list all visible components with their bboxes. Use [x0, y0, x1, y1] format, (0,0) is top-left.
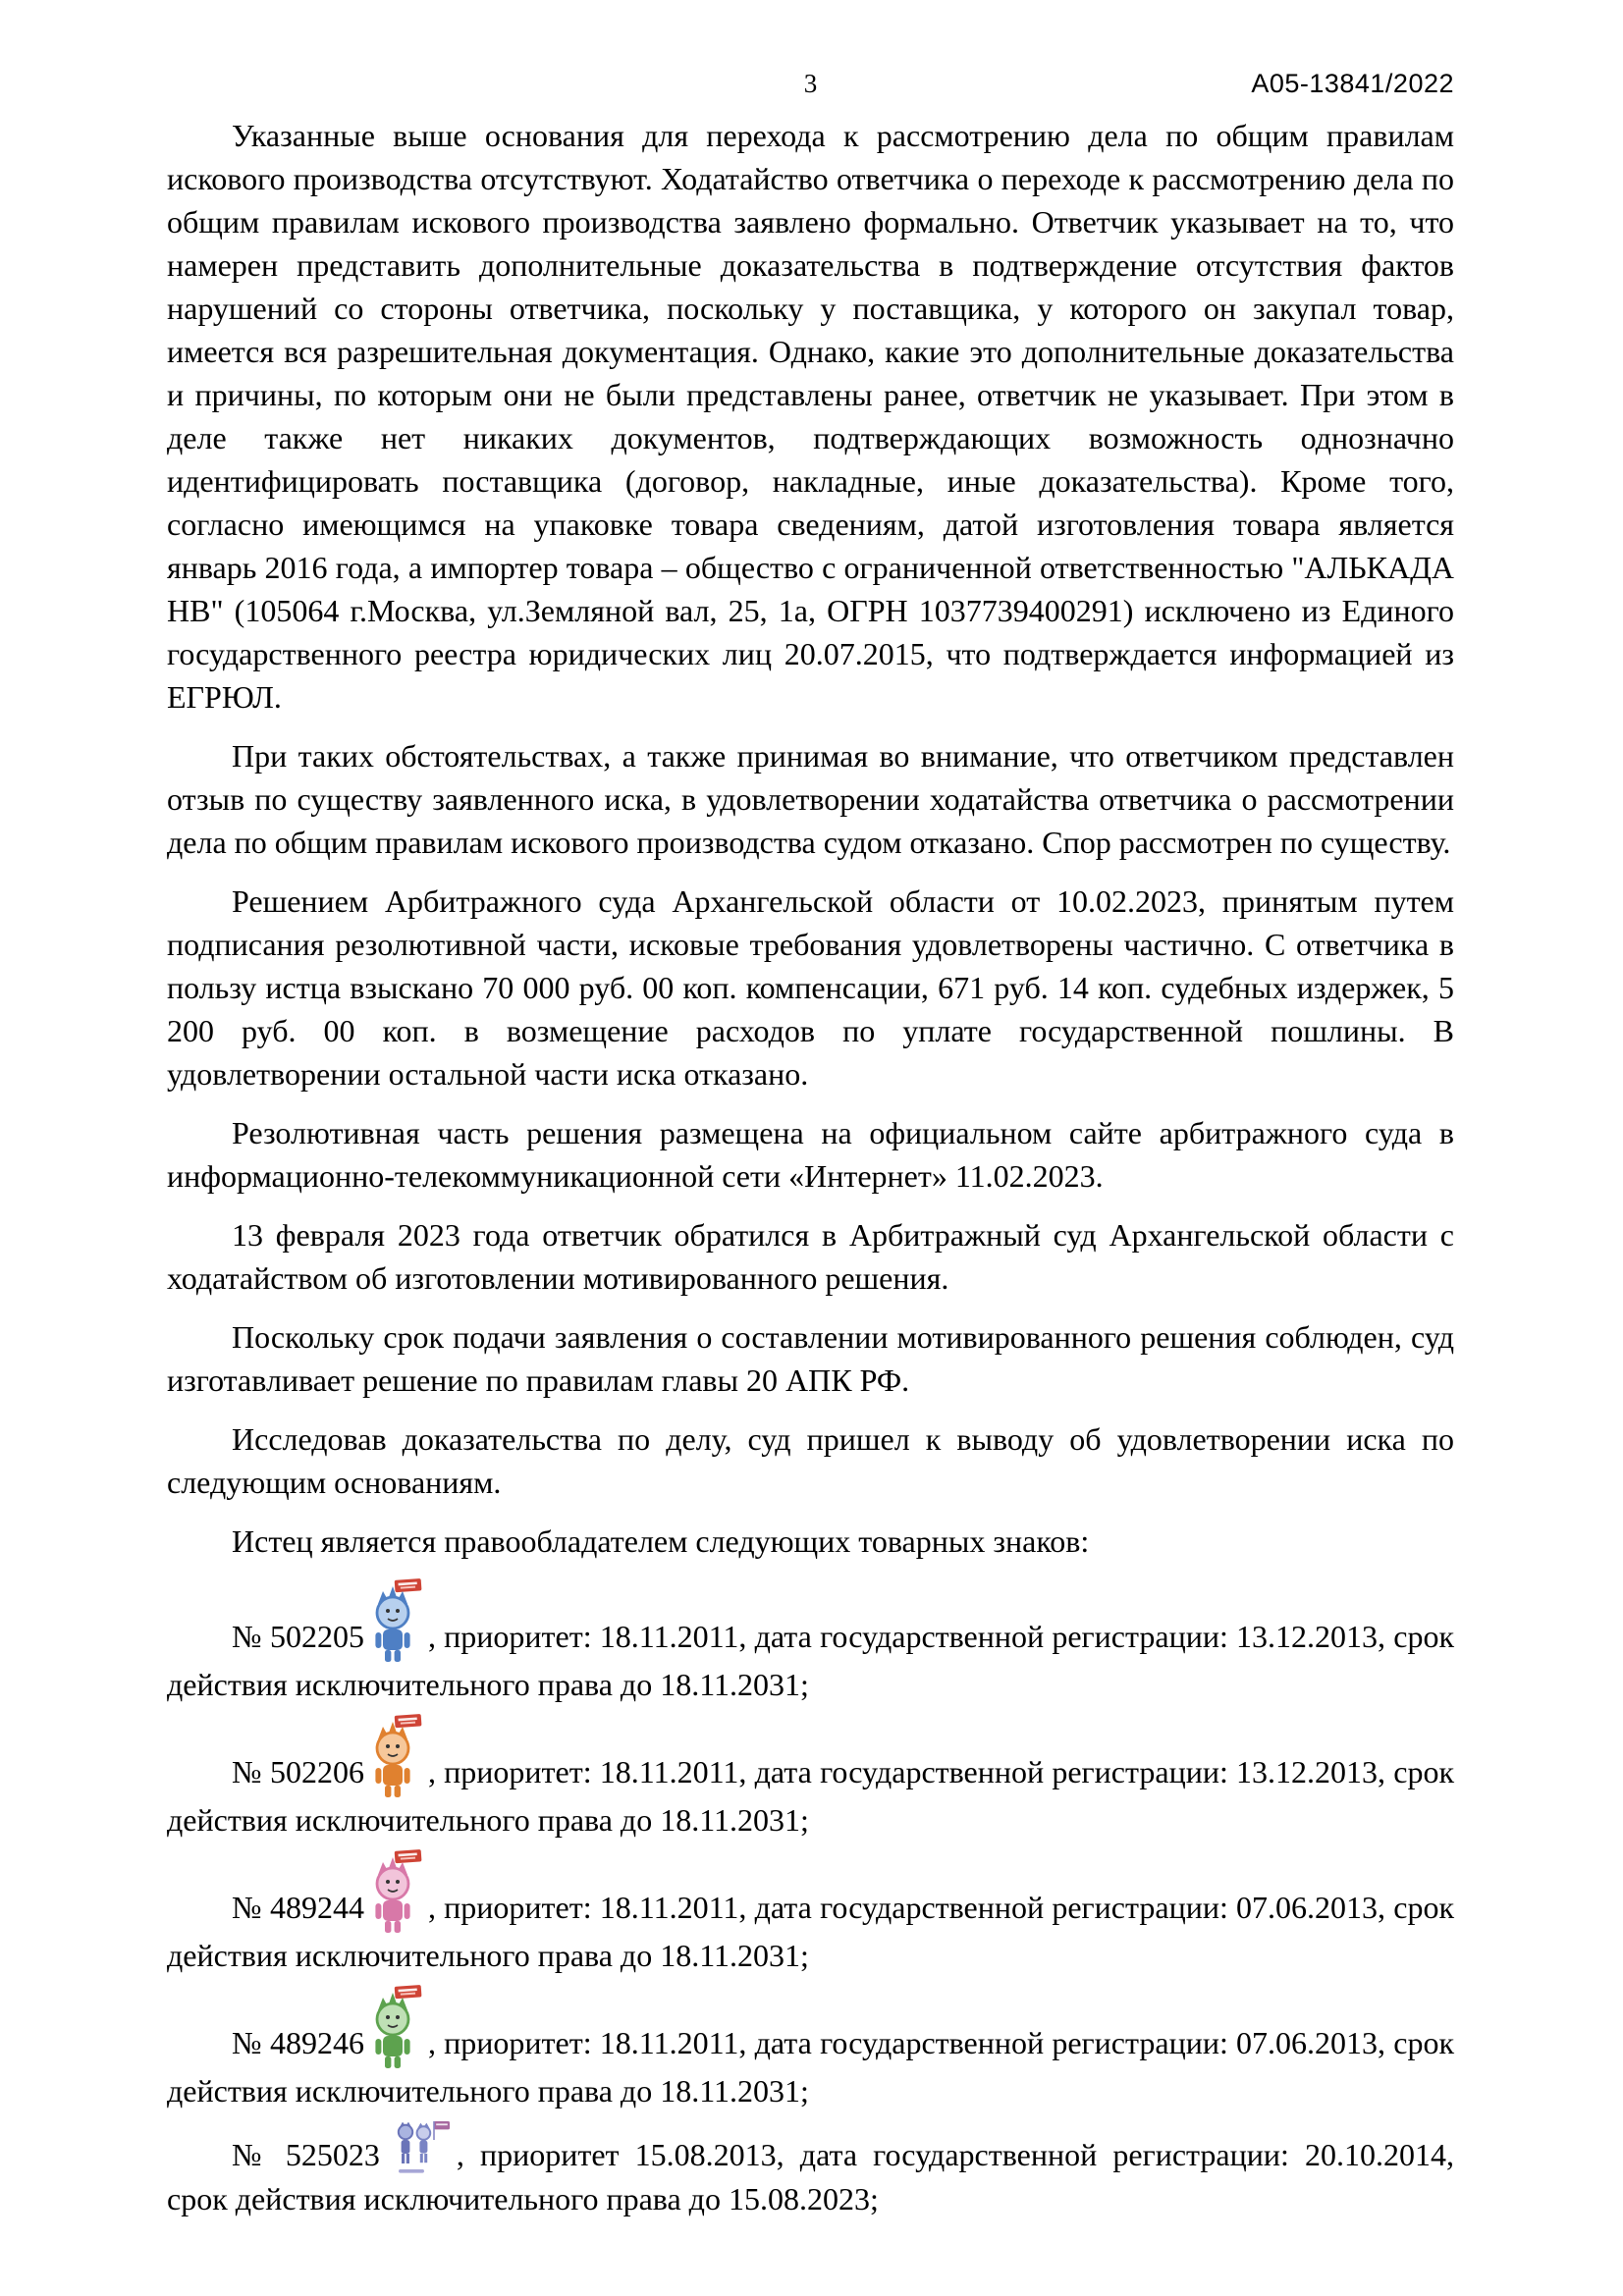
paragraph-ruling-grounds: Указанные выше основания для перехода к рассмотрению дела по общим правилам искового производства отсутствуют. Ходатайство ответчика о переходе к рассмотрению дела по общим правилам искового производства заявлено формально. Ответчик указывает на то, что намерен представить дополнительные доказательства в подтверждение отсутствия фактов нарушений со стороны ответчика, поскольку у поставщика, у которого он закупал товар, имеется вся разрешительная документация. Однако, какие это дополнительные доказательства и причины, по которым они не были представлены ранее, ответчик не указывает. При этом в деле также нет никаких документов, подтверждающих возможность однозначно идентифицировать поставщика (договор, накладные, иные доказательства). Кроме того, согласно имеющимся на упаковке товара сведениям, датой изготовления товара является январь 2016 года, а импортер товара – общество с ограниченной ответственностью "АЛЬКАДА НВ" (105064 г.Москва, ул.Земляной вал, 25, 1а, ОГРН 1037739400291) исключено из Единого государственного реестра юридических лиц 20.07.2015, что подтверждается информацией из ЕГРЮЛ. [167, 118, 1454, 715]
trademark-details: , приоритет: 18.11.2011, дата государственной регистрации: 13.12.2013, срок действия исключительного права до 18.11.2031; [167, 1619, 1455, 1702]
trademark-entry [167, 1578, 1454, 1706]
trademark-number: № 525023 [232, 2137, 380, 2172]
trademark-number: № 489244 [232, 1890, 364, 1925]
trademark-details: , приоритет: 18.11.2011, дата государственной регистрации: 07.06.2013, срок действия исключительного права до 18.11.2031; [167, 1890, 1455, 1973]
paragraph-motion-denied: При таких обстоятельствах, а также принимая во внимание, что ответчиком представлен отзыв по существу заявленного иска, в удовлетворении ходатайства ответчика о рассмотрении дела по общим правилам искового производства судом отказано. Спор рассмотрен по существу. [167, 738, 1454, 860]
paragraph-trademarks-intro: Истец является правообладателем следующих товарных знаков: [232, 1523, 1090, 1559]
trademark-details: , приоритет: 18.11.2011, дата государственной регистрации: 13.12.2013, срок действия исключительного права до 18.11.2031; [167, 1754, 1455, 1838]
trademark-entry [167, 1714, 1454, 1842]
paragraph-court-decision: Решением Арбитражного суда Архангельской области от 10.02.2023, принятым путем подписания резолютивной части, исковые требования удовлетворены частично. С ответчика в пользу истца взыскано 70 000 руб. 00 коп. компенсации, 671 руб. 14 коп. судебных издержек, 5 200 руб. 00 коп. в возмещение расходов по уплате государственной пошлины. В удовлетворении остальной части иска отказано. [167, 883, 1454, 1092]
trademark-entry [167, 2120, 1454, 2220]
trademark-number: № 502205 [232, 1619, 364, 1654]
fixik-pink-character-icon [369, 1849, 422, 1934]
case-number: А05-13841/2022 [1251, 69, 1454, 98]
page-header [167, 65, 1454, 104]
paragraph-operative-part-published: Резолютивная часть решения размещена на официальном сайте арбитражного суда в информационно-телекоммуникационной сети «Интернет» 11.02.2023. [167, 1115, 1454, 1194]
fixik-green-character-icon [369, 1985, 422, 2069]
paragraph-evidence-examined: Исследовав доказательства по делу, суд пришел к выводу об удовлетворении иска по следующим основаниям. [167, 1421, 1454, 1500]
trademark-number: № 489246 [232, 2025, 364, 2060]
trademark-entry [167, 1985, 1454, 2112]
trademark-details: , приоритет: 18.11.2011, дата государственной регистрации: 07.06.2013, срок действия исключительного права до 18.11.2031; [167, 2025, 1455, 2109]
trademark-details: , приоритет 15.08.2013, дата государственной регистрации: 20.10.2014, срок действия исключительного права до 15.08.2023; [167, 2137, 1454, 2216]
paragraph-defendant-request: 13 февраля 2023 года ответчик обратился в Арбитражный суд Архангельской области с ходатайством об изготовлении мотивированного решения. [167, 1217, 1454, 1296]
fixik-blue-character-icon [369, 1578, 422, 1663]
trademark-entry [167, 1849, 1454, 1977]
page-number: 3 [803, 69, 818, 98]
trademark-number: № 502206 [232, 1754, 364, 1789]
fixik-orange-character-icon [369, 1714, 422, 1798]
paragraph-deadline-met: Поскольку срок подачи заявления о составлении мотивированного решения соблюден, суд изготавливает решение по правилам главы 20 АПК РФ. [167, 1319, 1454, 1398]
fixiki-pair-character-icon [390, 2120, 451, 2177]
